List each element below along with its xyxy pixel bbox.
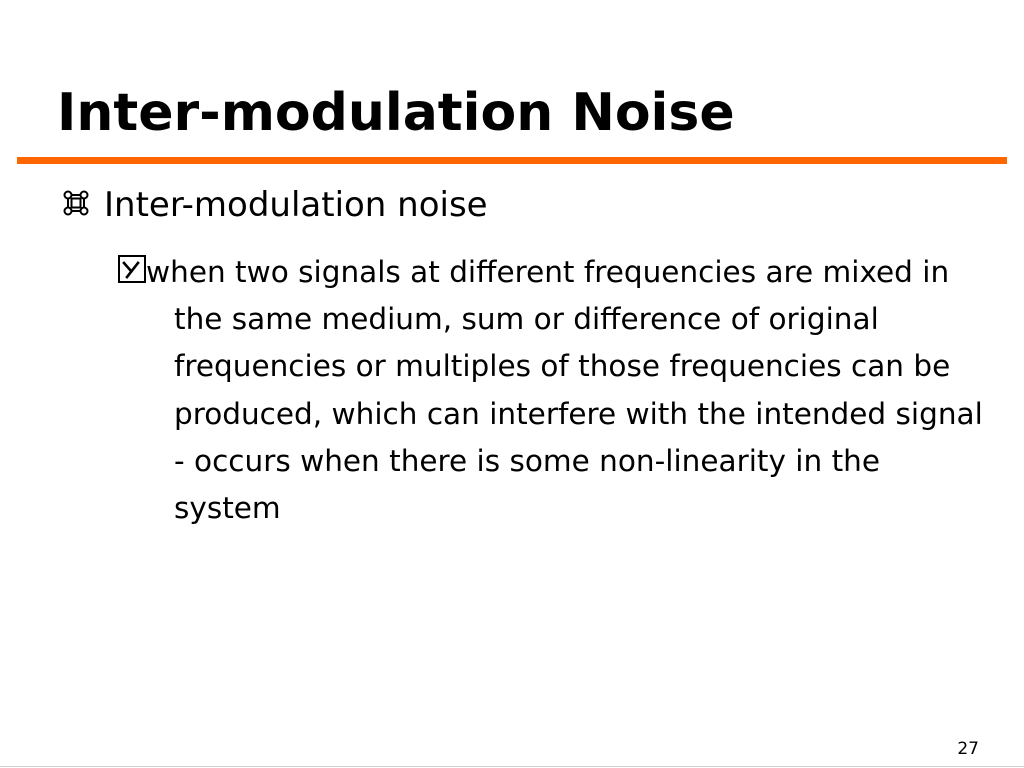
page-number: 27 <box>957 739 979 759</box>
bullet-level-1-text: Inter-modulation noise <box>104 185 488 225</box>
slide-title: Inter-modulation Noise <box>57 83 735 143</box>
bullet-level-2 <box>118 249 988 532</box>
bullet-level-1 <box>63 182 488 228</box>
command-bullet-icon <box>63 189 104 224</box>
footer-divider <box>0 766 1024 767</box>
bullet-level-2-text: when two signals at different frequencies are mixed in the same medium, sum or difference of original frequencies or multiples of those frequencies can be produced, which can interfere with the intended signal - occurs when there is some non-linearity in the system <box>146 255 983 526</box>
title-underline <box>17 157 1007 164</box>
checkbox-bullet-icon <box>118 255 146 283</box>
